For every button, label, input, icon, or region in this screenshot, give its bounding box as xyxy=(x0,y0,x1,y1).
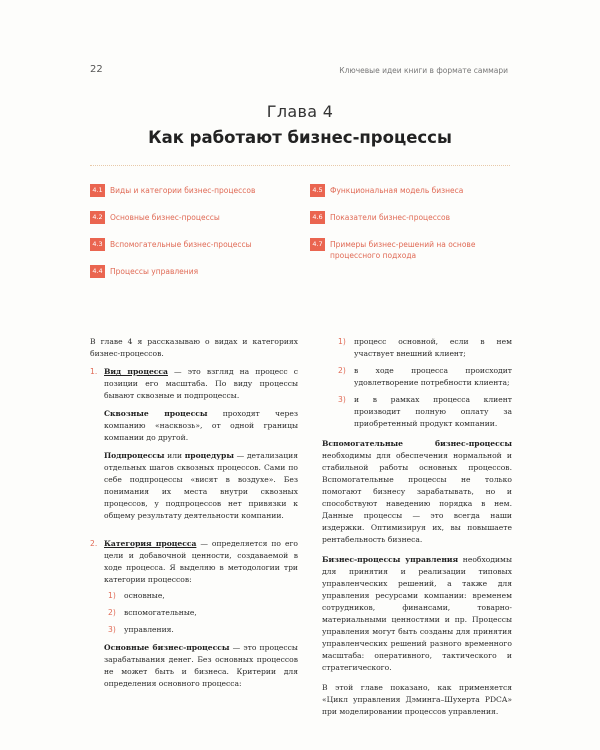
criteria-list xyxy=(322,336,512,430)
list-text: вспомогательные, xyxy=(124,608,197,617)
term: Подпроцессы xyxy=(104,451,165,460)
term: Категория процесса xyxy=(104,539,197,548)
toc-number-badge: 4.1 xyxy=(90,184,105,197)
list-item xyxy=(334,336,512,360)
toc-item[interactable] xyxy=(90,184,300,197)
toc-number-badge: 4.6 xyxy=(310,211,325,224)
toc-item-label: Основные бизнес-процессы xyxy=(110,213,220,222)
list-text: управления. xyxy=(124,625,174,634)
term: Бизнес-процессы управления xyxy=(322,555,459,564)
term: процедуры xyxy=(184,451,234,460)
toc-number-badge: 4.3 xyxy=(90,238,105,251)
toc-item[interactable] xyxy=(90,265,300,278)
toc-item-label: Процессы управления xyxy=(110,267,199,276)
numbered-item xyxy=(90,366,298,528)
toc-number-badge: 4.2 xyxy=(90,211,105,224)
body-column-right xyxy=(322,336,512,724)
toc-item[interactable] xyxy=(90,238,300,251)
list-item xyxy=(104,624,298,636)
paragraph-text: или xyxy=(164,451,185,460)
list-number: 1) xyxy=(338,337,346,346)
list-item xyxy=(104,590,298,602)
toc-item[interactable] xyxy=(310,238,485,261)
paragraph-text: — это процессы зарабатывания денег. Без основных процессов не может быть и бизнеса. Критерии для определения основного процесса: xyxy=(104,643,298,688)
list-number: 3) xyxy=(338,395,346,404)
closing-paragraph: В этой главе показано, как применяется «Цикл управления Дэминга–Шухерта PDCA» при моделировании процессов управления. xyxy=(322,683,512,716)
toc-item-label: Показатели бизнес-процессов xyxy=(330,213,451,222)
toc-item-label: Вспомогательные бизнес-процессы xyxy=(110,240,252,249)
list-item xyxy=(334,365,512,389)
body-column-left xyxy=(90,336,298,702)
list-number: 2) xyxy=(108,608,116,617)
chapter-label: Глава 4 xyxy=(266,102,334,121)
item-number: 2. xyxy=(90,539,98,548)
list-text: основные, xyxy=(124,591,165,600)
toc-number-badge: 4.7 xyxy=(310,238,325,251)
toc-item-label: Функциональная модель бизнеса xyxy=(330,186,464,195)
item-text: — определяется по его цели и добавочной ценности, создаваемой в ходе процесса. Я выделяю в методологии три категории процессов: xyxy=(104,539,298,584)
item-number: 1. xyxy=(90,367,98,376)
list-item xyxy=(104,607,298,619)
paragraph-text: необходимы для обеспечения нормальной и стабильной работы основных процессов. Вспомогательные процессы не только помогают бизнесу зарабатывать, но и способствуют наведению порядка в нем. Данные процессы — это всегда наши издержки. Оптимизируя их, вы повышаете рентабельность бизнеса. xyxy=(322,451,512,544)
running-head: Ключевые идеи книги в формате саммари xyxy=(339,66,508,75)
toc-item[interactable] xyxy=(310,211,510,224)
toc-number-badge: 4.5 xyxy=(310,184,325,197)
page-number: 22 xyxy=(90,64,103,75)
term: Вспомогательные бизнес-процессы xyxy=(322,439,512,448)
list-number: 3) xyxy=(108,625,116,634)
toc-item[interactable] xyxy=(310,184,510,197)
paragraph-text: — детализация отдельных шагов сквозных процессов. Сами по себе подпроцессы «висят в воздухе». Без понимания их места внутри сквозных процессов, у подпроцессов нет привязки к общему результату деятельности компании. xyxy=(104,451,299,520)
list-text: в ходе процесса происходит удовлетворение потребности клиента; xyxy=(354,366,512,387)
list-number: 2) xyxy=(338,366,346,375)
term: Вид процесса xyxy=(104,367,168,376)
toc-item[interactable] xyxy=(90,211,300,224)
paragraph-text: проходят через компанию «насквозь», от одной границы компании до другой. xyxy=(104,409,298,442)
category-list xyxy=(104,590,298,636)
list-item xyxy=(334,394,512,430)
toc-item-label: Виды и категории бизнес-процессов xyxy=(110,186,256,195)
numbered-item xyxy=(90,538,298,696)
list-number: 1) xyxy=(108,591,116,600)
toc-number-badge: 4.4 xyxy=(90,265,105,278)
toc-item-label: Примеры бизнес-решений на основе процессного подхода xyxy=(330,240,476,260)
divider xyxy=(90,165,510,166)
item-text: — это взгляд на процесс с позиции его масштаба. По виду процессы бывают сквозные и подпроцессы. xyxy=(104,367,298,400)
chapter-title: Как работают бизнес-процессы xyxy=(148,128,452,147)
term: Сквозные процессы xyxy=(104,409,208,418)
list-text: процесс основной, если в нем участвует внешний клиент; xyxy=(354,337,512,358)
list-text: и в рамках процесса клиент производит полную оплату за приобретенный продукт компании. xyxy=(354,395,512,428)
intro-paragraph: В главе 4 я рассказываю о видах и категориях бизнес-процессов. xyxy=(90,337,298,358)
term: Основные бизнес-процессы xyxy=(104,643,230,652)
paragraph-text: необходимы для принятия и реализации типовых управленческих решений, а также для управления ресурсами компании: временем сотрудников, финансами, товарно-материальными ценностями и пр. Процессы управления могут быть созданы для принятия управленческих решений разного временного масштаба: оперативного, тактического и стратегического. xyxy=(322,555,513,672)
